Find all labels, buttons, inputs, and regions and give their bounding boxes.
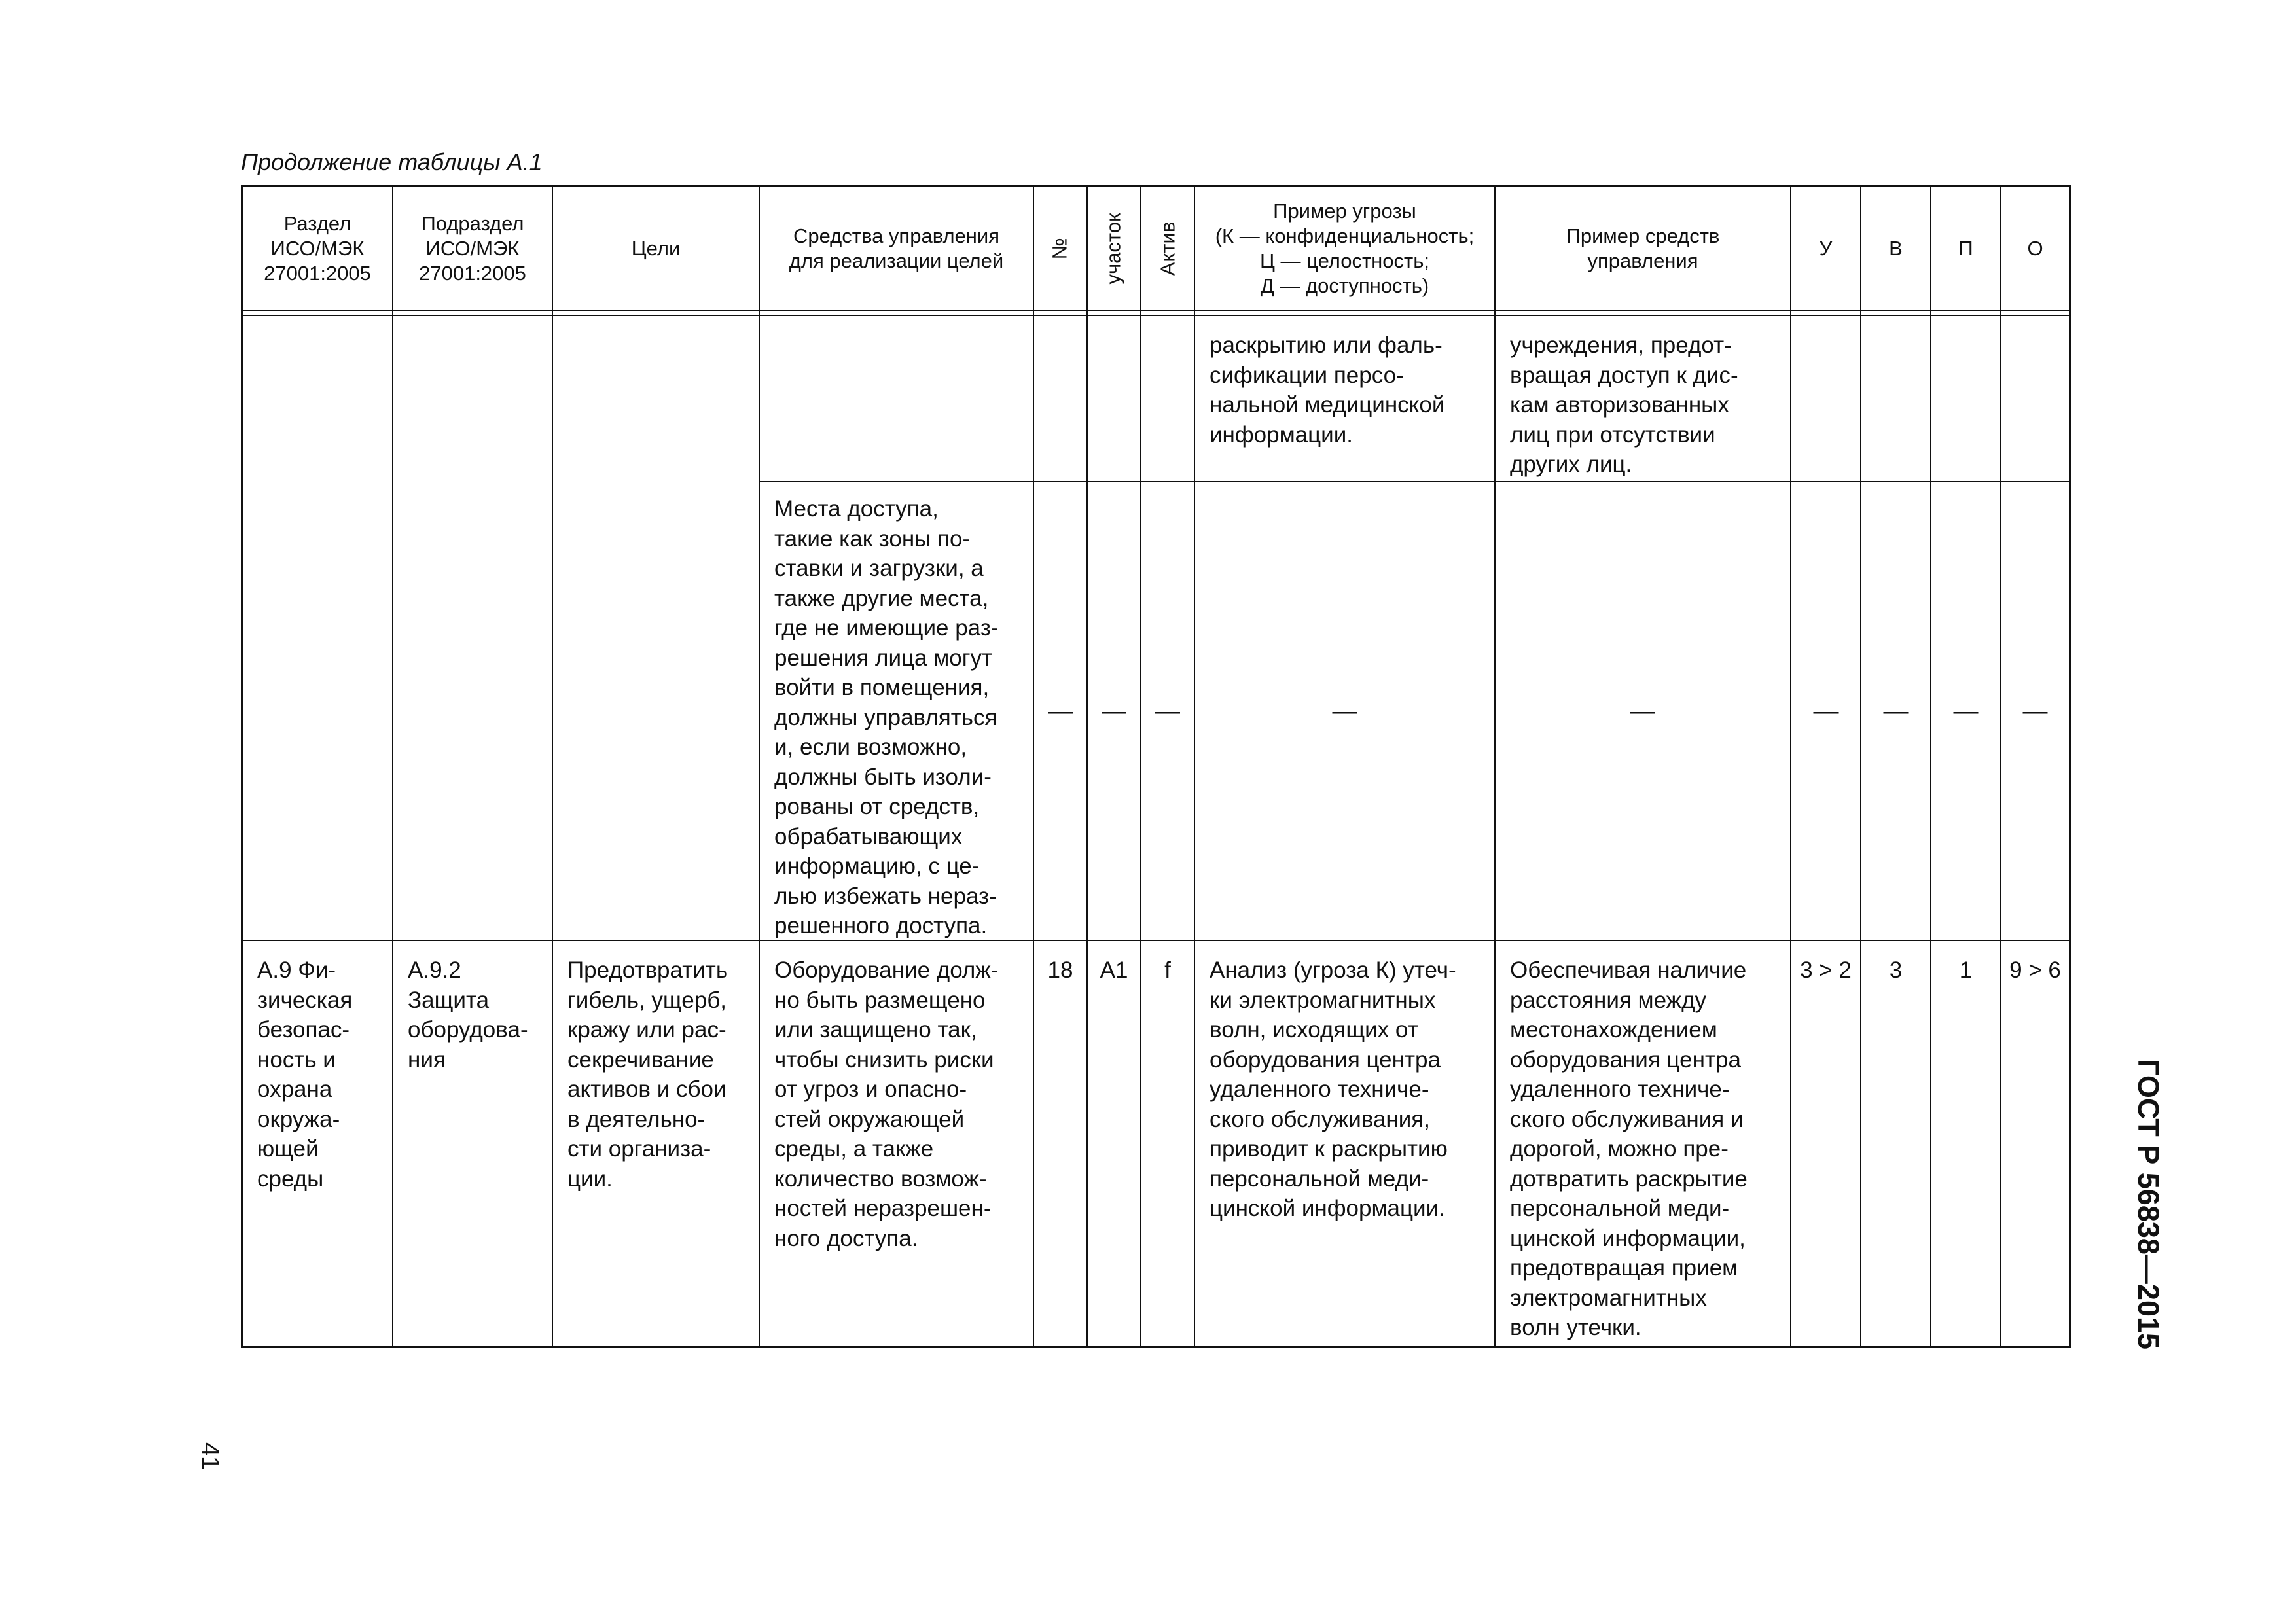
header-u-text: У bbox=[1819, 236, 1833, 260]
row2-o: — bbox=[2022, 697, 2048, 725]
header-p bbox=[1931, 187, 2000, 310]
row3-u: 3 > 2 bbox=[1800, 957, 1852, 983]
header-primer-sredstv bbox=[1496, 187, 1790, 310]
header-u bbox=[1791, 187, 1860, 310]
row2-sredstva: Места доступа, такие как зоны по- ставки и загрузки, а также другие места, где не имеющие раз- решения лица могут войти в помещения, должны управляться и, если возможно, должны быть изоли- рованы от средств, обрабатывающих информацию, с це- лью избежать нераз- решенного доступа. bbox=[774, 496, 999, 938]
row3-sredstva: Оборудование долж- но быть размещено или защищено так, чтобы снизить риски от угроз и опасно- стей окружающей среды, а также количество возмож- ностей неразрешен- ного доступа. bbox=[774, 957, 999, 1251]
row3-uchastok: А1 bbox=[1100, 957, 1128, 983]
row2-uchastok: — bbox=[1102, 697, 1126, 725]
row3-ugroza: Анализ (угроза К) утеч- ки электромагнитных волн, исходящих от оборудования центра удаленного техниче- ского обслуживания, приводит к раскрытию персональной меди- цинской информации. bbox=[1210, 957, 1456, 1221]
header-razdel bbox=[243, 187, 392, 310]
header-sredstva bbox=[760, 187, 1033, 310]
header-ugroza-text: Пример угрозы (К — конфиденциальность; Ц — целостность; Д — доступность) bbox=[1215, 199, 1475, 297]
header-aktiv-text: Актив bbox=[1156, 221, 1179, 276]
header-o-text: О bbox=[2027, 236, 2043, 260]
row3-o: 9 > 6 bbox=[2009, 957, 2061, 983]
row3-aktiv: f bbox=[1164, 957, 1171, 983]
header-sredstva-text: Средства управления для реализации целей bbox=[789, 224, 1004, 272]
row2-ugroza: — bbox=[1332, 697, 1357, 725]
row3-p: 1 bbox=[1959, 957, 1973, 983]
header-o bbox=[2001, 187, 2069, 310]
header-rule-1 bbox=[241, 310, 2071, 311]
header-razdel-text: Раздел ИСО/МЭК 27001:2005 bbox=[264, 211, 371, 285]
header-podrazdel-text: Подраздел ИСО/МЭК 27001:2005 bbox=[419, 211, 526, 285]
header-primer-sredstv-text: Пример средств управления bbox=[1566, 224, 1720, 272]
header-v bbox=[1861, 187, 1930, 310]
row3-razdel: А.9 Фи- зическая безопас- ность и охрана окружа- ющей среды bbox=[257, 957, 353, 1192]
row3-nomer: 18 bbox=[1047, 957, 1073, 983]
header-ugroza bbox=[1195, 187, 1494, 310]
header-uchastok-text: участок bbox=[1102, 212, 1126, 285]
row2-aktiv: — bbox=[1155, 697, 1180, 725]
table-border-bottom bbox=[241, 1346, 2071, 1348]
row3-podrazdel: А.9.2 Защита оборудова- ния bbox=[408, 957, 528, 1073]
header-nomer-text: № bbox=[1048, 237, 1071, 260]
document-code: ГОСТ Р 56838—2015 bbox=[2132, 1058, 2165, 1350]
row2-u: — bbox=[1813, 697, 1839, 725]
row1-ugroza: раскрытию или фаль- сификации персо- нальной медицинской информации. bbox=[1210, 332, 1445, 448]
header-v-text: В bbox=[1889, 236, 1903, 260]
header-tseli bbox=[553, 187, 759, 310]
header-uchastok bbox=[1088, 187, 1140, 310]
row2-nomer: — bbox=[1048, 697, 1073, 725]
page-number: 41 bbox=[196, 1442, 224, 1471]
data-table bbox=[241, 185, 2071, 1348]
row3-tseli: Предотвратить гибель, ущерб, кражу или рас- секречивание активов и сбои в деятельно- сти организа- ции. bbox=[567, 957, 728, 1192]
header-aktiv bbox=[1141, 187, 1194, 310]
header-podrazdel bbox=[393, 187, 552, 310]
row3-v: 3 bbox=[1889, 957, 1903, 983]
row1-primer-sredstv: учреждения, предот- вращая доступ к дис- кам авторизованных лиц при отсутствии других лиц. bbox=[1510, 332, 1738, 477]
row2-p: — bbox=[1953, 697, 1979, 725]
header-tseli-text: Цели bbox=[631, 236, 681, 260]
row2-primer-sredstv: — bbox=[1630, 697, 1655, 725]
header-rule-2 bbox=[241, 315, 2071, 316]
header-p-text: П bbox=[1958, 236, 1973, 260]
table-border-right bbox=[2069, 185, 2071, 1348]
row3-primer-sredstv: Обеспечивая наличие расстояния между местонахождением оборудования центра удаленного техниче- ского обслуживания и дорогой, можно пре- дотвратить раскрытие персональной меди- цинской информации, предотвращая прием электромагнитных волн утечки. bbox=[1510, 957, 1748, 1340]
row2-v: — bbox=[1883, 697, 1909, 725]
table-caption: Продолжение таблицы А.1 bbox=[241, 149, 543, 175]
header-nomer bbox=[1034, 187, 1086, 310]
